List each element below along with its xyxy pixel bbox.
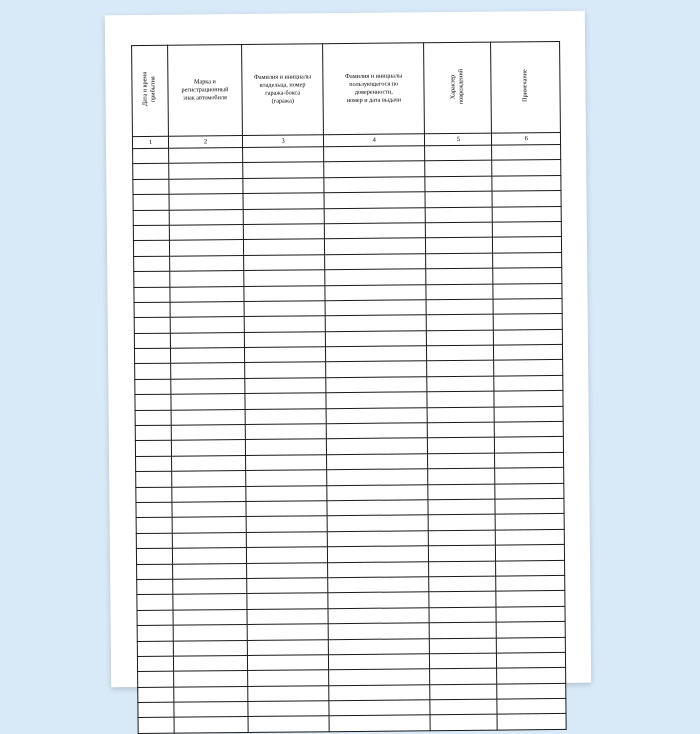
table-cell[interactable] (329, 669, 430, 685)
table-cell[interactable] (171, 440, 245, 456)
table-cell[interactable] (136, 487, 172, 503)
table-cell[interactable] (170, 317, 244, 333)
table-cell[interactable] (492, 175, 561, 191)
table-cell[interactable] (425, 191, 492, 207)
table-cell[interactable] (495, 437, 564, 453)
table-cell[interactable] (137, 595, 173, 611)
table-cell[interactable] (497, 668, 566, 684)
table-cell[interactable] (138, 671, 174, 687)
table-cell[interactable] (170, 332, 244, 348)
table-cell[interactable] (243, 239, 324, 255)
table-cell[interactable] (135, 441, 171, 457)
table-cell[interactable] (497, 714, 566, 730)
table-cell[interactable] (138, 718, 174, 734)
table-cell[interactable] (493, 268, 562, 284)
table-cell[interactable] (245, 439, 326, 455)
table-cell[interactable] (134, 271, 170, 287)
table-cell[interactable] (327, 469, 428, 485)
table-cell[interactable] (243, 193, 324, 209)
table-cell[interactable] (137, 564, 173, 580)
table-cell[interactable] (247, 655, 328, 671)
table-cell[interactable] (430, 715, 497, 731)
table-cell[interactable] (171, 394, 245, 410)
column-header-5 (424, 42, 492, 134)
table-cell[interactable] (133, 241, 169, 257)
table-cell[interactable] (497, 683, 566, 699)
column-header-1-label: Дата и время прибытия (141, 72, 158, 107)
table-cell[interactable] (247, 593, 328, 609)
table-cell[interactable] (327, 438, 428, 454)
table-cell[interactable] (324, 207, 425, 223)
table-cell[interactable] (172, 471, 246, 487)
table-cell[interactable] (248, 701, 329, 717)
table-cell[interactable] (325, 253, 426, 269)
paper-sheet (105, 11, 591, 688)
table-cell[interactable] (329, 684, 430, 700)
table-cell[interactable] (245, 378, 326, 394)
table-cell[interactable] (327, 484, 428, 500)
table-cell[interactable] (429, 576, 496, 592)
table-cell[interactable] (169, 194, 243, 210)
table-cell[interactable] (247, 562, 328, 578)
table-cell[interactable] (327, 515, 428, 531)
table-cell[interactable] (136, 518, 172, 534)
table-cell[interactable] (136, 548, 172, 564)
table-cell[interactable] (246, 547, 327, 563)
table-cell[interactable] (138, 702, 174, 718)
table-cell[interactable] (428, 468, 495, 484)
table-cell[interactable] (135, 379, 171, 395)
table-cell[interactable] (329, 654, 430, 670)
table-cell[interactable] (172, 501, 246, 517)
table-cell[interactable] (430, 653, 497, 669)
table-cell[interactable] (430, 638, 497, 654)
table-cell[interactable] (425, 145, 492, 161)
table-cell[interactable] (170, 348, 244, 364)
table-cell[interactable] (248, 716, 329, 732)
table-cell[interactable] (170, 255, 244, 271)
table-cell[interactable] (428, 484, 495, 500)
table-cell[interactable] (328, 531, 429, 547)
column-header-6 (491, 41, 560, 133)
table-cell[interactable] (427, 391, 494, 407)
table-cell[interactable] (326, 330, 427, 346)
table-cell[interactable] (243, 178, 324, 194)
column-number-2: 2 (168, 136, 242, 149)
column-header-4-label: Фамилия и инициалы пользующегося по доверенности, номер и дата выдачи (345, 72, 403, 105)
column-number-5: 5 (425, 133, 492, 146)
table-cell[interactable] (169, 163, 243, 179)
table-cell[interactable] (429, 622, 496, 638)
table-cell[interactable] (171, 425, 245, 441)
table-cell[interactable] (497, 637, 566, 653)
table-cell[interactable] (246, 516, 327, 532)
table-cell[interactable] (328, 592, 429, 608)
table-cell[interactable] (134, 256, 170, 272)
registration-table (131, 41, 567, 734)
table-cell[interactable] (172, 532, 246, 548)
table-cell[interactable] (495, 483, 564, 499)
table-cell[interactable] (174, 702, 248, 718)
table-cell[interactable] (426, 253, 493, 269)
table-cell[interactable] (135, 364, 171, 380)
table-cell[interactable] (325, 238, 426, 254)
table-cell[interactable] (326, 423, 427, 439)
table-cell[interactable] (326, 407, 427, 423)
table-cell[interactable] (138, 687, 174, 703)
table-cell[interactable] (133, 179, 169, 195)
table-cell[interactable] (136, 471, 172, 487)
table-cell[interactable] (427, 376, 494, 392)
table-cell[interactable] (137, 625, 173, 641)
table-cell[interactable] (495, 406, 564, 422)
table-cell[interactable] (497, 622, 566, 638)
table-cell[interactable] (326, 377, 427, 393)
table-cell[interactable] (171, 378, 245, 394)
table-cell[interactable] (329, 700, 430, 716)
table-cell[interactable] (245, 362, 326, 378)
column-header-2-label: Марка и регистрационный знак автомобиля (181, 77, 229, 102)
table-cell[interactable] (173, 625, 247, 641)
table-cell[interactable] (173, 609, 247, 625)
table-cell[interactable] (247, 639, 328, 655)
table-cell[interactable] (243, 162, 324, 178)
table-cell[interactable] (134, 318, 170, 334)
table-cell[interactable] (244, 316, 325, 332)
table-cell[interactable] (134, 333, 170, 349)
table-cell[interactable] (429, 530, 496, 546)
table-cell[interactable] (170, 271, 244, 287)
table-cell[interactable] (243, 224, 324, 240)
table-cell[interactable] (174, 717, 248, 733)
table-cell[interactable] (427, 345, 494, 361)
column-number-6: 6 (492, 132, 561, 145)
table-cell[interactable] (429, 607, 496, 623)
table-cell[interactable] (493, 237, 562, 253)
table-cell[interactable] (326, 392, 427, 408)
table-cell[interactable] (495, 421, 564, 437)
table-cell[interactable] (245, 393, 326, 409)
table-cell[interactable] (135, 394, 171, 410)
column-header-5-label: Характер повреждений (449, 68, 466, 104)
table-cell[interactable] (325, 269, 426, 285)
table-cell[interactable] (324, 146, 425, 162)
table-cell[interactable] (246, 470, 327, 486)
table-cell[interactable] (174, 671, 248, 687)
table-cell[interactable] (493, 206, 562, 222)
table-cell[interactable] (135, 425, 171, 441)
table-cell[interactable] (430, 684, 497, 700)
table-cell[interactable] (244, 270, 325, 286)
table-cell[interactable] (244, 285, 325, 301)
table-cell[interactable] (134, 348, 170, 364)
table-cell[interactable] (326, 346, 427, 362)
table-cell[interactable] (244, 347, 325, 363)
table-cell[interactable] (494, 360, 563, 376)
table-cell[interactable] (325, 315, 426, 331)
table-cell[interactable] (494, 391, 563, 407)
table-cell[interactable] (245, 408, 326, 424)
table-body (133, 144, 567, 733)
table-cell[interactable] (136, 533, 172, 549)
table-cell[interactable] (426, 284, 493, 300)
table-cell[interactable] (169, 148, 243, 164)
table-cell[interactable] (492, 160, 561, 176)
column-header-3 (242, 44, 324, 136)
table-cell[interactable] (495, 468, 564, 484)
table-cell[interactable] (497, 652, 566, 668)
table-cell[interactable] (169, 178, 243, 194)
table-cell[interactable] (243, 147, 324, 163)
table-cell[interactable] (246, 501, 327, 517)
table-cell[interactable] (170, 301, 244, 317)
table-cell[interactable] (172, 548, 246, 564)
table-cell[interactable] (429, 591, 496, 607)
table-cell[interactable] (493, 283, 562, 299)
table-cell[interactable] (496, 545, 565, 561)
table-cell[interactable] (173, 578, 247, 594)
table-cell[interactable] (428, 438, 495, 454)
table-cell[interactable] (137, 579, 173, 595)
table-cell[interactable] (426, 314, 493, 330)
table-cell[interactable] (247, 624, 328, 640)
table-cell[interactable] (328, 623, 429, 639)
table-cell[interactable] (329, 715, 430, 731)
table-cell[interactable] (137, 656, 173, 672)
table-cell[interactable] (493, 298, 562, 314)
table-cell[interactable] (172, 563, 246, 579)
table-cell[interactable] (245, 455, 326, 471)
table-cell[interactable] (324, 161, 425, 177)
column-number-3: 3 (242, 135, 323, 148)
table-row (138, 714, 566, 733)
table-cell[interactable] (136, 502, 172, 518)
table-cell[interactable] (136, 456, 172, 472)
table-cell[interactable] (169, 224, 243, 240)
table-cell[interactable] (496, 591, 565, 607)
table-cell[interactable] (493, 252, 562, 268)
table-cell[interactable] (494, 345, 563, 361)
table-cell[interactable] (248, 685, 329, 701)
table-cell[interactable] (244, 254, 325, 270)
table-cell[interactable] (133, 210, 169, 226)
table-cell[interactable] (172, 486, 246, 502)
table-cell[interactable] (247, 578, 328, 594)
table-cell[interactable] (133, 225, 169, 241)
table-cell[interactable] (170, 286, 244, 302)
table-cell[interactable] (425, 207, 492, 223)
table-cell[interactable] (428, 499, 495, 515)
table-cell[interactable] (244, 301, 325, 317)
table-cell[interactable] (429, 545, 496, 561)
column-header-6-label: Примечание (521, 69, 529, 103)
table-cell[interactable] (328, 546, 429, 562)
column-header-3-label: Фамилия и инициалы владельца, номер гаража-бокса (гаража) (253, 72, 312, 105)
table-cell[interactable] (427, 407, 494, 423)
table-cell[interactable] (245, 424, 326, 440)
table-cell[interactable] (496, 606, 565, 622)
table-cell[interactable] (247, 608, 328, 624)
table-cell[interactable] (325, 284, 426, 300)
table-cell[interactable] (430, 668, 497, 684)
table-cell[interactable] (496, 514, 565, 530)
table-cell[interactable] (426, 268, 493, 284)
table-cell[interactable] (169, 209, 243, 225)
table-cell[interactable] (134, 302, 170, 318)
table-cell[interactable] (169, 240, 243, 256)
table-cell[interactable] (494, 314, 563, 330)
table-cell[interactable] (248, 670, 329, 686)
table-cell[interactable] (133, 148, 169, 164)
table-cell[interactable] (428, 514, 495, 530)
table-cell[interactable] (494, 375, 563, 391)
table-cell[interactable] (324, 177, 425, 193)
table-cell[interactable] (427, 361, 494, 377)
table-cell[interactable] (493, 221, 562, 237)
table-cell[interactable] (494, 329, 563, 345)
column-header-2 (168, 45, 243, 137)
table-cell[interactable] (171, 409, 245, 425)
table-cell[interactable] (137, 641, 173, 657)
table-cell[interactable] (137, 610, 173, 626)
table-cell[interactable] (133, 194, 169, 210)
table-cell[interactable] (426, 237, 493, 253)
table-cell[interactable] (134, 287, 170, 303)
table-cell[interactable] (173, 640, 247, 656)
table-cell[interactable] (425, 176, 492, 192)
table-cell[interactable] (427, 330, 494, 346)
table-cell[interactable] (328, 561, 429, 577)
table-cell[interactable] (328, 607, 429, 623)
table-cell[interactable] (492, 191, 561, 207)
table-cell[interactable] (428, 453, 495, 469)
table-cell[interactable] (495, 452, 564, 468)
table-cell[interactable] (496, 560, 565, 576)
table-cell[interactable] (173, 655, 247, 671)
table-cell[interactable] (171, 455, 245, 471)
table-cell[interactable] (324, 192, 425, 208)
table-cell[interactable] (325, 300, 426, 316)
table-cell[interactable] (496, 529, 565, 545)
table-cell[interactable] (492, 144, 561, 160)
table-cell[interactable] (172, 517, 246, 533)
table-cell[interactable] (497, 698, 566, 714)
table-cell[interactable] (495, 498, 564, 514)
table-cell[interactable] (325, 223, 426, 239)
table-cell[interactable] (429, 561, 496, 577)
table-cell[interactable] (246, 485, 327, 501)
table-cell[interactable] (426, 222, 493, 238)
column-header-1 (132, 45, 169, 136)
sheet-content (131, 41, 566, 660)
table-cell[interactable] (328, 577, 429, 593)
table-cell[interactable] (133, 164, 169, 180)
column-number-4: 4 (324, 134, 425, 147)
column-header-4 (323, 43, 425, 135)
table-cell[interactable] (329, 638, 430, 654)
table-cell[interactable] (326, 361, 427, 377)
table-cell[interactable] (425, 160, 492, 176)
table-cell[interactable] (430, 699, 497, 715)
table-cell[interactable] (244, 331, 325, 347)
table-cell[interactable] (496, 575, 565, 591)
table-cell[interactable] (327, 500, 428, 516)
table-cell[interactable] (427, 422, 494, 438)
table-cell[interactable] (246, 531, 327, 547)
table-cell[interactable] (171, 363, 245, 379)
table-cell[interactable] (327, 454, 428, 470)
table-cell[interactable] (426, 299, 493, 315)
column-number-1: 1 (132, 136, 168, 148)
table-header-row (132, 41, 561, 136)
table-cell[interactable] (135, 410, 171, 426)
table-cell[interactable] (243, 208, 324, 224)
table-cell[interactable] (173, 594, 247, 610)
